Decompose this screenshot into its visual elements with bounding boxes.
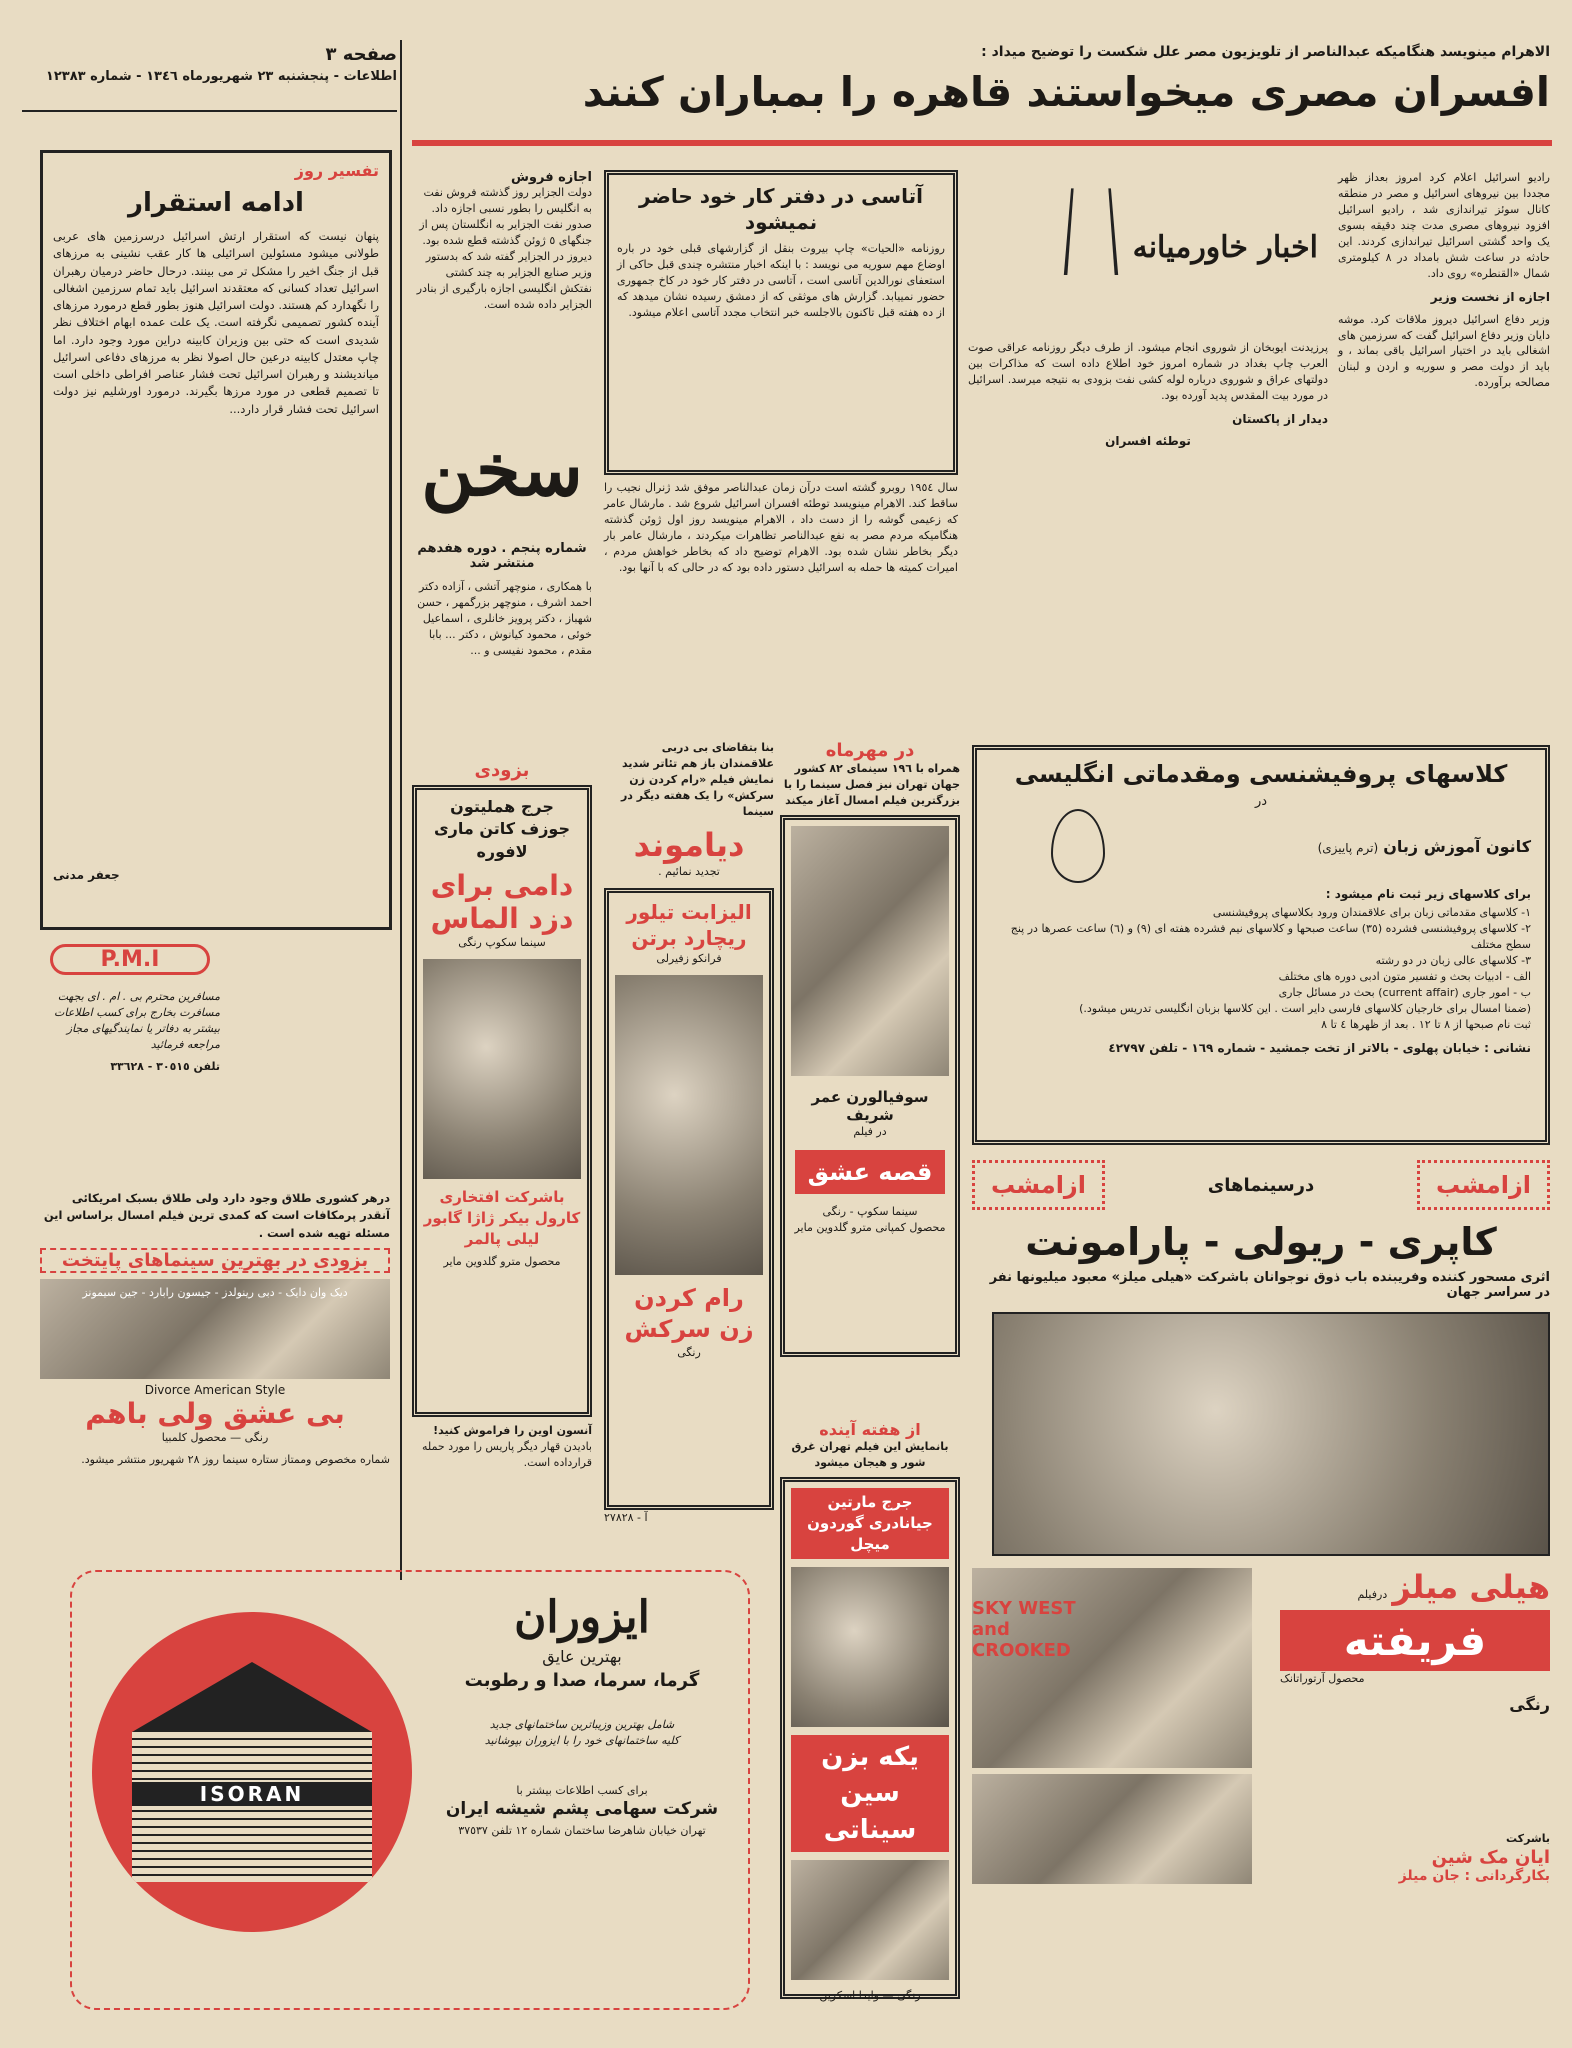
english-in: در bbox=[1254, 794, 1268, 809]
divorce-footer: شماره مخصوص وممتاز ستاره سینما روز ٢٨ شهریور منتشر میشود. bbox=[81, 1452, 390, 1466]
diamond-cast: جرج هملیتون جوزف کاتن ماری لافوره bbox=[433, 797, 570, 861]
cinema-costar: ایان مک شین bbox=[1431, 1847, 1550, 1868]
pmi-phone: تلفن ٣٠٥١٥ - ٣٣٦٢٨ bbox=[110, 1059, 220, 1073]
taylor-dir: فرانکو زفیرلی bbox=[656, 951, 722, 965]
cinema-in: درسینماهای bbox=[1207, 1174, 1315, 1196]
isoran-circle bbox=[92, 1612, 412, 1932]
taylor-ad bbox=[604, 740, 774, 1524]
mehr-prod: محصول کمپانی مترو گلدوین مایر bbox=[794, 1220, 946, 1234]
cinema-village-photo bbox=[972, 1774, 1252, 1884]
nextweek-cast: جرج مارتین جیانادری گوردون میچل bbox=[791, 1488, 949, 1559]
taylor-code: آ - ٢٧٨٢٨ bbox=[604, 1510, 648, 1524]
isoran-note2: کلیه ساختمانهای خود را با ایزوران بپوشانید bbox=[484, 1733, 680, 1747]
taylor-title: رام کردن زن سرکش bbox=[624, 1283, 754, 1343]
english-item: ب - امور جاری (current affair) بحث در مسائل جاری bbox=[1278, 985, 1531, 999]
english-school-tag: (ترم پاییزی) bbox=[1317, 840, 1379, 855]
isoran-brand: ایزوران bbox=[514, 1592, 650, 1643]
headline-main: افسران مصری میخواستند قاهره را بمباران کنند bbox=[582, 68, 1550, 116]
right-news bbox=[1338, 170, 1550, 740]
diamond-prod: محصول مترو گلدوین مایر bbox=[443, 1255, 561, 1269]
cinema-photo bbox=[992, 1312, 1550, 1556]
cinema-director: بکارگردانی : جان میلز bbox=[1398, 1868, 1550, 1884]
pmi-logo: P.M.I bbox=[50, 944, 210, 975]
divorce-color: رنگی bbox=[244, 1430, 269, 1444]
diamond-soon: بزودی bbox=[474, 760, 530, 781]
nextweek-ad: از هفته آینده بانمایش این فیلم تهران غرق شور و هیجان میشود جرج مارتین جیانادری گوردون میچل یکه بزن سین سیناتی رنگی — وایدا اسکرین bbox=[780, 1420, 960, 2020]
mehr-sub: همراه با ١٩٦ سینمای ٨٢ کشور جهان تهران نیز فصل سینما را با بزرگترین فیلم امسال آغاز میکند bbox=[783, 762, 960, 807]
mehr-in-film: در فیلم bbox=[853, 1124, 887, 1138]
mehr-title: قصه عشق bbox=[795, 1150, 945, 1194]
diamond-ad bbox=[412, 760, 592, 1520]
english-item: ١- کلاسهای مقدماتی زبان برای علاقمندان ورود بکلاسهای پروفیشنسی bbox=[1212, 906, 1531, 919]
diamond-cast2: باشرکت افتخاری کارول بیکر ژاژا گابور لیلی پالمر bbox=[423, 1188, 581, 1249]
english-intro: برای کلاسهای زیر ثبت نام میشود : bbox=[1325, 887, 1531, 901]
oil-news-body: دولت الجزایر روز گذشته فروش نفت به انگلیس را بطور نسبی اجازه داد. صدور نفت الجزایر به انگلستان پس از جنگهای ٥ ژوئن گذشته قطع شده بود. دیروز در الجزایر گفته شد که بدستور وزیر صنایع الجزایر به چند کشتی نفتکش انگلیسی اجازه بارگیری از بنادر الجزایر داده شده است. bbox=[416, 186, 592, 311]
commentary-signature: جعفر مدنی bbox=[53, 868, 120, 882]
diamond-title1: دامی برای bbox=[430, 869, 574, 903]
house-label: ISORAN bbox=[132, 1782, 372, 1806]
issue-date: اطلاعات - پنجشنبه ٢٣ شهریورماه ١٣٤٦ - شماره ١٢٣٨٣ bbox=[45, 69, 397, 84]
oil-news-title: اجازه فروش bbox=[510, 170, 592, 185]
taylor-color: رنگی bbox=[677, 1345, 701, 1359]
masthead bbox=[22, 44, 397, 104]
cinema-title: فریفته bbox=[1280, 1610, 1550, 1671]
taylor-renew: تجدید نمائیم . bbox=[658, 864, 720, 878]
mehr-header: در مهرماه bbox=[825, 740, 915, 761]
nextweek-photo bbox=[791, 1567, 949, 1727]
cinema-with: باشرکت bbox=[1506, 1832, 1550, 1846]
english-item: ثبت نام صبحها از ٨ تا ١٢ . بعد از ظهرها ٤ تا ٨ bbox=[1321, 1017, 1531, 1031]
officers-body: سال ١٩٥٤ روبرو گشته است درآن زمان عبدالناصر موفق شد ژنرال نجیب را ساقط کند. الاهرام مینویسد توطئه افسران اسرائیل شروع شد . مارشال عامر که زعیمی گوشه را از دست داد ، الاهرام مینویسد روز اول ژوئن گذشته هنگامیکه مردم مصر به نفع عبدالناصر تظاهرات میکردند ، مارشال عامر بار دیگر بخاطر نشان شده بود. الاهرام توضیح داد که بخاطر خواهش مردم ، امیرات کمیته ها حمله به اسرائیل دستور داده بود که در حالی که با آنها بود. bbox=[604, 481, 959, 574]
nextweek-color: رنگی bbox=[896, 1989, 921, 2003]
diamond-note: آنسون اوین را فراموش کنید! bbox=[433, 1424, 592, 1437]
atassi-body: روزنامه «الحیات» چاپ بیروت بنقل از گزارشهای قبلی خود در باره اوضاع مهم سوریه می نویسد : با اینکه اخبار منتشره چندی قبل حاکی از استعفای نورالدین آتاسی است ، آتاسی در دفتر کار خود در کاخ جمهوری حضور نمییابد. گزارش های موثقی که از دمشق رسیده نشان میدهد که از ده هفته قبل تاکنون بالاجلسه خبر انتخاب مجدد آتاسی اعلام میشود. bbox=[617, 242, 945, 319]
isoran-best: بهترین عایق bbox=[542, 1647, 622, 1666]
english-item: ٢- کلاسهای پروفیشنسی فشرده (٣٥) ساعت صبحها و کلاسهای نیم فشرده هفته ای (٩) و (٦) ساعت عصرها در پنج سطح مختلف bbox=[1010, 921, 1531, 951]
nextweek-photo2 bbox=[791, 1860, 949, 1980]
cinema-tagline: اثری مسحور کننده وفریبنده باب ذوق نوجوانان باشرکت «هیلی میلز» معبود میلیونها نفر در سراسر جهان bbox=[989, 1270, 1550, 1300]
isoran-company: شرکت سهامی پشم شیشه ایران bbox=[445, 1798, 719, 1819]
cinema-ad bbox=[972, 1160, 1550, 2020]
right-body: رادیو اسرائیل اعلام کرد امروز بعداز ظهر مجددا بین نیروهای اسرائیل و مصر در منطقه کانال سوئز تیراندازی شد ، رادیو اسرائیل افزود نیروهای مصری مدت چند دقیقه بسوی یک واحد گشتی اسرائیل تیراندازی کردند. این حادثه در ساعت شش بامداد در ٨ کیلومتری شمال «القنطره» روی داد. bbox=[1338, 171, 1550, 280]
taylor-cinema: دیاموند bbox=[633, 825, 745, 864]
taylor-stars: الیزابت تیلور ریچارد برتن bbox=[626, 899, 752, 950]
isoran-address: تهران خیابان شاهرضا ساختمان شماره ١٢ تلفن ٣٧٥٣٧ bbox=[458, 1823, 706, 1837]
pmi-body: مسافرین محترم بی . ام . ای بجهت مسافرت بخارج برای کسب اطلاعات بیشتر به دفاتر یا نمایندگیهای مجاز مراجعه فرمائید bbox=[54, 990, 220, 1051]
diamond-note2: بادیدن قهار دیگر پاریس را مورد حمله قرارداده است. bbox=[422, 1439, 592, 1469]
english-ad bbox=[972, 745, 1550, 1145]
english-item: الف - ادبیات بحث و تفسیر متون ادبی دوره های مختلف bbox=[1278, 969, 1531, 983]
mideast-sub2: توطئه افسران bbox=[1105, 433, 1191, 448]
english-address: نشانی : خیابان پهلوی - بالاتر از تخت جمشید - شماره ١٦٩ - تلفن ٤٢٧٩٧ bbox=[1108, 1040, 1531, 1055]
commentary-logo: تفسیر روز bbox=[294, 161, 379, 180]
atassi-box bbox=[604, 170, 958, 475]
diamond-format: سینما سکوپ رنگی bbox=[458, 936, 546, 950]
mehr-photo bbox=[791, 826, 949, 1076]
officers-story bbox=[604, 480, 958, 730]
mideast-news bbox=[968, 170, 1328, 730]
diamond-photo bbox=[423, 959, 581, 1179]
page-number: صفحه ٣ bbox=[325, 44, 397, 65]
mideast-body: پرزیدنت ایوبخان از شوروی انجام میشود. از طرف دیگر روزنامه عراقی صوت العرب چاپ بغداد در شماره امروز خود اطلاع داده است که مذاکرات بین دولتهای عراق و شوروی درباره لوله کشی نفت بزودی به نتیجه میرسد. اسرائیل در مورد بیت المقدس پدید آورده بود. bbox=[968, 341, 1328, 402]
sokhan-body: با همکاری ، منوچهر آتشی ، آزاده دکتر احمد اشرف ، منوچهر بزرگمهر ، حسن شهباز ، دکتر پرویز خانلری ، اسماعیل خوئی ، محمود کیانوش ، دکتر ... بابا مقدم ، محمود نفیسی و ... bbox=[417, 579, 592, 657]
headline-kicker: الاهرام مینویسد هنگامیکه عبدالناصر از تلویزیون مصر علل شکست را توضیح میداد : bbox=[981, 44, 1550, 60]
english-item: ٣- کلاسهای عالی زبان در دو رشته bbox=[1375, 953, 1531, 967]
mehr-format: سینما سکوپ - رنگی bbox=[822, 1204, 918, 1218]
right-sub: اجازه از نخست وزیر bbox=[1430, 289, 1550, 304]
isoran-ad bbox=[70, 1570, 750, 2010]
cinema-in-film: درفیلم bbox=[1357, 1588, 1388, 1601]
nextweek-header: از هفته آینده bbox=[819, 1420, 921, 1439]
nextweek-title: یکه بزن سین سیناتی bbox=[791, 1735, 949, 1852]
pmi-ad bbox=[40, 940, 220, 1150]
oil-news bbox=[412, 170, 592, 390]
mehr-ad bbox=[780, 740, 960, 1380]
divorce-ad: درهر کشوری طلاق وجود دارد ولی طلاق بسبک امریکائی آنقدر پرمکافات است که کمدی ترین فیلم امسال براساس این مسئله تهیه شده است . بزودی در بهترین سینماهای پایتخت دیک وان دایک - دبی رینولدز - جیسون رابارد - جین سیمونز Divorce American Style بی عشق ولی باهم رنگی — محصول کلمبیا شماره مخصوص وممتاز ستاره سینما روز ٢٨ شهریور منتشر میشود. bbox=[40, 1190, 390, 1545]
oil-rig-icon bbox=[1064, 188, 1118, 275]
sokhan-sub: شماره پنجم . دوره هفدهم منتشر شد bbox=[417, 540, 587, 571]
taylor-header: بنا بتقاضای بی دربی علاقمندان باز هم تئاتر شدید نمایش فیلم «رام کردن زن سرکش» را یک هفته دیگر در سینما bbox=[620, 741, 774, 818]
mideast-logo-area bbox=[968, 170, 1328, 340]
nextweek-sub: بانمایش این فیلم تهران غرق شور و هیجان میشود bbox=[791, 1440, 949, 1469]
isoran-tagline: گرما، سرما، صدا و رطوبت bbox=[464, 1670, 700, 1691]
commentary-body: پنهان نیست که استقرار ارتش اسرائیل درسرزمین های عربی طولانی میشود مسئولین اسرائیلی ها کار عقب نشینی به مرزهای قبل از جنگ اخیر را مشکل تر می بینند. درحال حاضر درمیان رهبران اسرائیل تعداد کسانی که معتقدند اسرائیل باید تمام سرزمین اشغالی را نگهدارد کم هستند. دولت اسرائیل هنوز بطور قطع درمورد مرزهای آینده کشور تصمیمی نگرفته است. یک علت عمده ابهام اختلاف نظر شدیدی است که حتی بین وزیران کابینه دراین مورد وجود دارد. اما چاپ معتدل کابینه درعین حال اصولا نظر به مرزهای دفاعی اسرائیل میاندیشند و رهبران اسرائیل تحت فشار عناصر افراطی داخلی است تا تصمیم قطعی در مورد مرزها بگیرند. درمورد اورشلیم نیز دولت اسرائیل تحت فشار قرار دارد... bbox=[53, 229, 379, 416]
headline-block bbox=[520, 44, 1550, 164]
divorce-soon: بزودی در بهترین سینماهای پایتخت bbox=[40, 1248, 390, 1273]
nextweek-format: وایدا اسکرین bbox=[819, 1989, 879, 2003]
commentary-title: ادامه استقرار bbox=[128, 188, 304, 218]
isoran-company-intro: برای کسب اطلاعات بیشتر با bbox=[516, 1783, 648, 1797]
diamond-title2: دزد الماس bbox=[430, 902, 574, 936]
cinema-producer: محصول آرتوراتانک bbox=[1280, 1672, 1365, 1685]
taylor-photo bbox=[615, 975, 763, 1275]
cinema-color: رنگی bbox=[1509, 1694, 1550, 1714]
english-title: کلاسهای پروفیشنسی ومقدماتی انگلیسی bbox=[1014, 760, 1508, 788]
cinema-en-title: SKY WEST and CROOKED bbox=[972, 1598, 1076, 1661]
divorce-prod: محصول کلمبیا bbox=[161, 1430, 227, 1444]
cinema-names: کاپری - ریولی - پارامونت bbox=[1025, 1220, 1497, 1264]
isoran-note: شامل بهترین وزیباترین ساختمانهای جدید bbox=[489, 1718, 675, 1731]
divorce-cast: دیک وان دایک - دبی رینولدز - جیسون رابارد - جین سیمونز bbox=[82, 1285, 348, 1299]
atassi-title: آتاسی در دفتر کار خود حاضر نمیشود bbox=[639, 184, 923, 234]
house-icon bbox=[132, 1662, 372, 1882]
tonight-right: ازامشب bbox=[1417, 1160, 1550, 1210]
english-school: کانون آموزش زبان bbox=[1383, 836, 1531, 856]
mideast-sub1: دیدار از پاکستان bbox=[1232, 411, 1328, 426]
divorce-en-title: Divorce American Style bbox=[144, 1382, 286, 1397]
paisley-logo-icon bbox=[1051, 809, 1105, 883]
mehr-stars: سوفیالورن عمر شریف bbox=[811, 1087, 929, 1124]
cinema-star: هیلی میلز bbox=[1392, 1568, 1550, 1606]
sokhan-ad bbox=[412, 400, 592, 750]
commentary-box bbox=[40, 150, 392, 930]
divorce-intro: درهر کشوری طلاق وجود دارد ولی طلاق بسبک امریکائی آنقدر پرمکافات است که کمدی ترین فیلم امسال براساس این مسئله تهیه شده است . bbox=[43, 1191, 390, 1240]
sokhan-logo: سخن bbox=[421, 427, 583, 512]
headline-rule bbox=[412, 140, 1552, 146]
english-items bbox=[991, 905, 1531, 1033]
mideast-logo: اخبار خاورمیانه bbox=[1132, 230, 1318, 265]
divorce-photo bbox=[40, 1279, 390, 1379]
divorce-title: بی عشق ولی باهم bbox=[85, 1396, 345, 1430]
right-body2: وزیر دفاع اسرائیل دیروز ملاقات کرد. موشه دایان وزیر دفاع اسرائیل گفت که سرزمین های اشغالی باید در اختیار اسرائیل باقی بماند ، و باید از دولت مصر و سوریه و اردن و لبنان مصالحه برآورده. bbox=[1338, 312, 1550, 390]
tonight-left: ازامشب bbox=[972, 1160, 1105, 1210]
english-item: (ضمنا امسال برای خارجیان کلاسهای فارسی دایر است . این کلاسها بزبان انگلیسی تدریس میشود.) bbox=[1079, 1001, 1531, 1015]
